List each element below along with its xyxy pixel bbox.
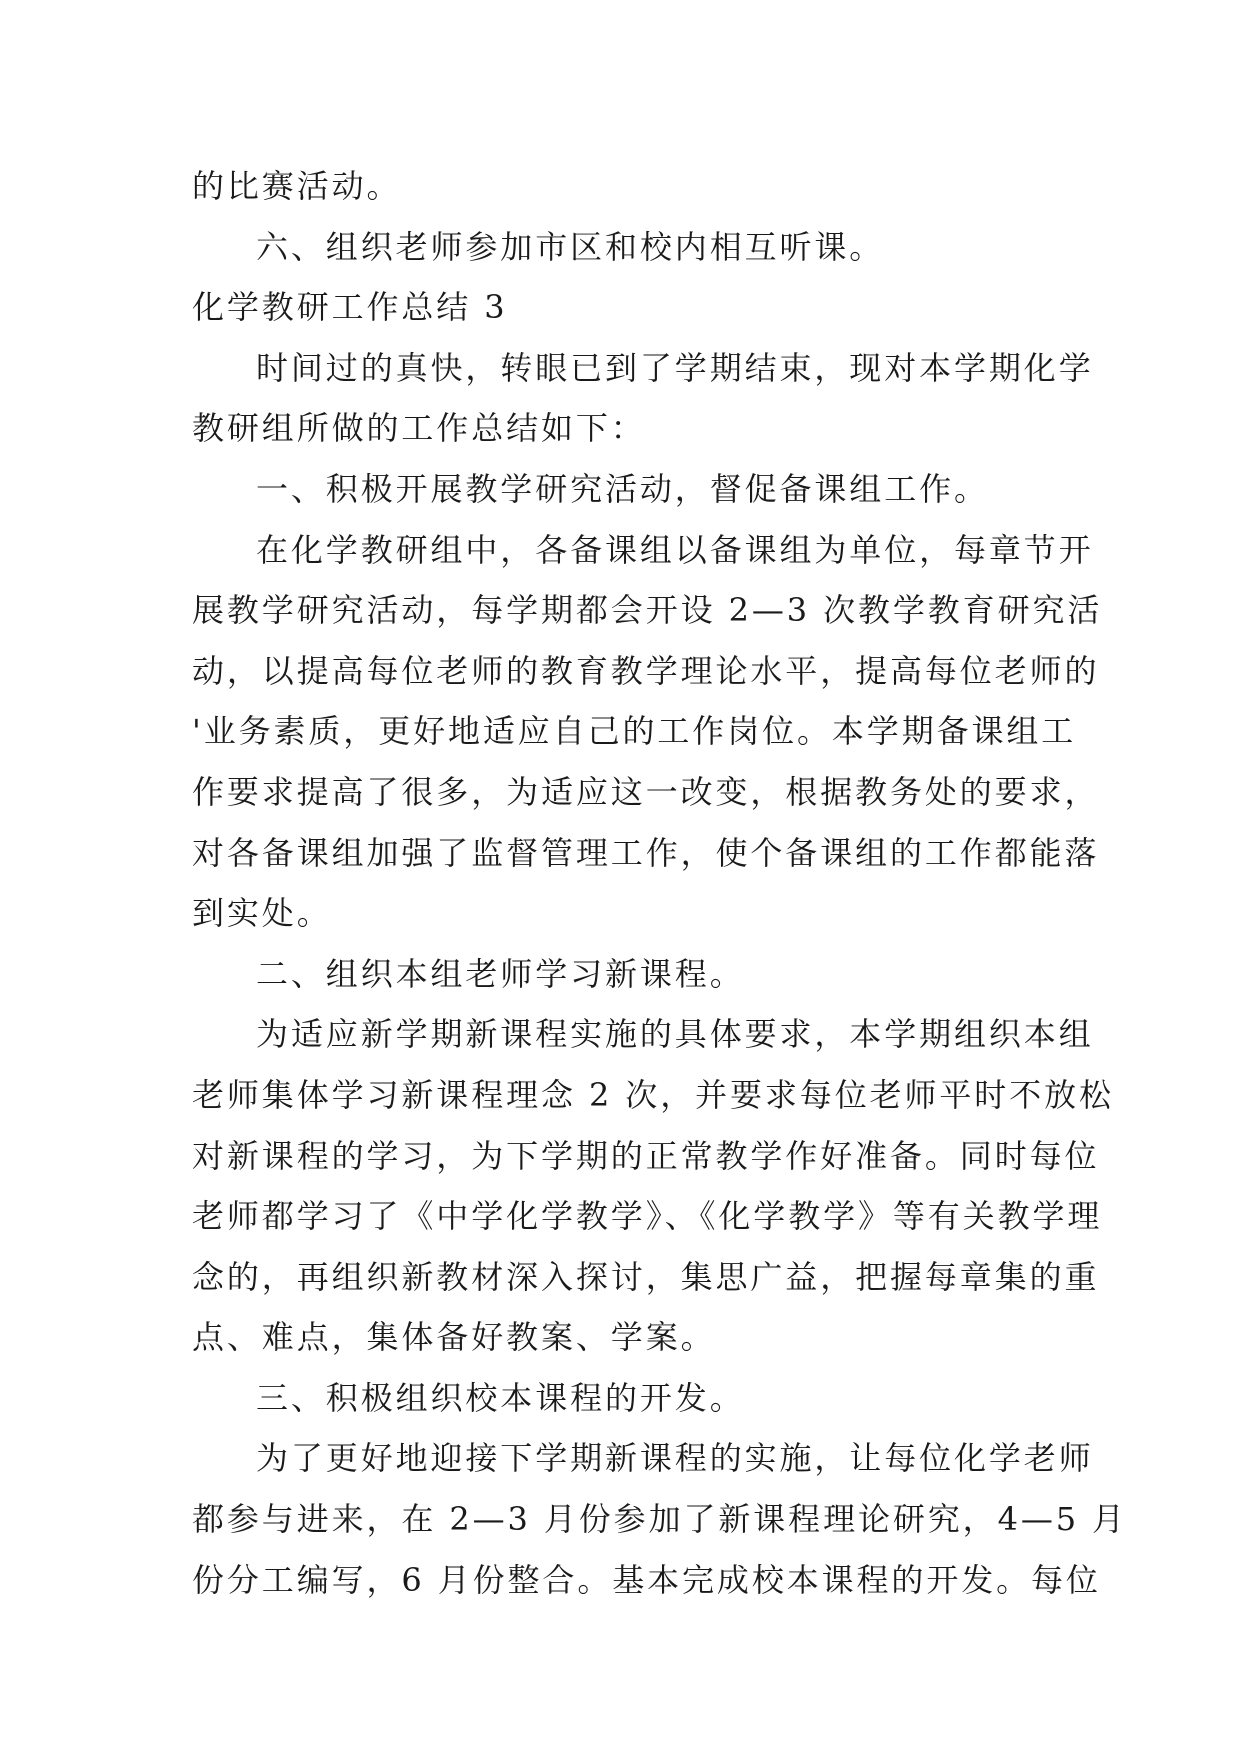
section-heading: 三、积极组织校本课程的开发。 (256, 1378, 745, 1417)
paragraph-line: 老师都学习了《中学化学教学》、《化学教学》等有关教学理 (192, 1197, 1103, 1236)
paragraph-line: 点、难点，集体备好教案、学案。 (192, 1318, 716, 1357)
paragraph-line: 对各备课组加强了监督管理工作，使个备课组的工作都能落 (192, 833, 1100, 872)
paragraph-line: '业务素质，更好地适应自己的工作岗位。本学期备课组工 (192, 712, 1077, 751)
paragraph-line: 老师集体学习新课程理念 2 次，并要求每位老师平时不放松 (192, 1075, 1114, 1114)
section-heading: 二、组织本组老师学习新课程。 (256, 954, 745, 993)
paragraph-line: 都参与进来，在 2—3 月份参加了新课程理论研究，4—5 月 (192, 1500, 1127, 1539)
paragraph-line: 教研组所做的工作总结如下： (192, 409, 646, 448)
paragraph-line: 份分工编写，6 月份整合。基本完成校本课程的开发。每位 (192, 1560, 1101, 1599)
paragraph-line: 动，以提高每位老师的教育教学理论水平，提高每位老师的 (192, 651, 1100, 690)
paragraph-line: 为适应新学期新课程实施的具体要求，本学期组织本组 (256, 1015, 1094, 1054)
paragraph-line: 展教学研究活动，每学期都会开设 2—3 次教学教育研究活 (192, 591, 1103, 630)
paragraph-line: 时间过的真快，转眼已到了学期结束，现对本学期化学 (256, 348, 1094, 387)
paragraph-line: 的比赛活动。 (192, 167, 402, 205)
paragraph-line: 对新课程的学习，为下学期的正常教学作好准备。同时每位 (192, 1136, 1100, 1175)
paragraph-line: 念的，再组织新教材深入探讨，集思广益，把握每章集的重 (192, 1257, 1100, 1296)
document-body (192, 156, 1127, 1610)
section-heading: 一、积极开展教学研究活动，督促备课组工作。 (256, 469, 989, 508)
paragraph-line: 到实处。 (192, 894, 332, 933)
paragraph-line: 为了更好地迎接下学期新课程的实施，让每位化学老师 (256, 1439, 1094, 1478)
section-heading: 六、组织老师参加市区和校内相互听课。 (256, 227, 885, 266)
paragraph-line: 在化学教研组中，各备课组以备课组为单位，每章节开 (256, 530, 1094, 569)
document-title: 化学教研工作总结 3 (192, 288, 508, 327)
paragraph-line: 作要求提高了很多，为适应这一改变，根据教务处的要求， (192, 772, 1100, 811)
